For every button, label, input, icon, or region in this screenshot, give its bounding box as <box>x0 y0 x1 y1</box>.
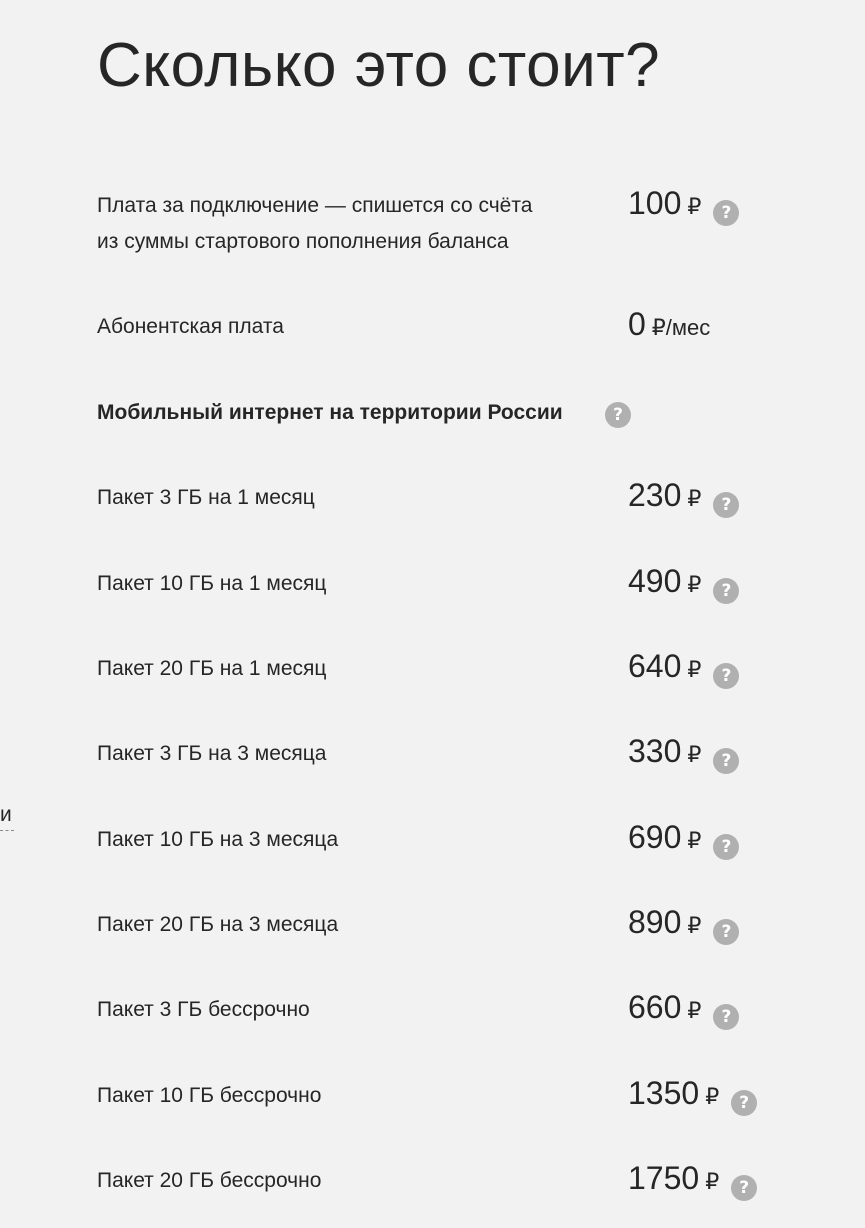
help-icon[interactable]: ? <box>713 663 739 689</box>
help-icon[interactable]: ? <box>605 402 631 428</box>
package-label: Пакет 3 ГБ на 1 месяц <box>97 486 315 509</box>
help-icon[interactable]: ? <box>713 919 739 945</box>
help-icon[interactable]: ? <box>713 834 739 860</box>
package-price <box>628 987 739 1031</box>
price-unit: ₽ <box>687 572 702 597</box>
help-icon[interactable]: ? <box>731 1175 757 1201</box>
price-amount: 100 <box>628 185 682 221</box>
package-price <box>628 475 739 519</box>
package-label: Пакет 20 ГБ на 1 месяц <box>97 657 327 680</box>
package-price <box>628 731 739 775</box>
connection-fee-label-line1: Плата за подключение — спишется со счёта <box>97 194 533 217</box>
package-price <box>628 646 739 690</box>
price-unit: ₽ <box>687 828 702 853</box>
package-price <box>628 561 739 605</box>
price-unit: ₽ <box>687 742 702 767</box>
price-amount: 690 <box>628 819 682 855</box>
price-amount: 1350 <box>628 1075 700 1111</box>
price-amount: 490 <box>628 563 682 599</box>
price-amount: 640 <box>628 648 682 684</box>
package-label: Пакет 20 ГБ на 3 месяца <box>97 913 339 936</box>
package-price <box>628 817 739 861</box>
price-amount: 1750 <box>628 1160 700 1196</box>
help-icon[interactable]: ? <box>713 748 739 774</box>
connection-fee-label-line2: из суммы стартового пополнения баланса <box>97 230 509 253</box>
price-unit: ₽ <box>687 657 702 682</box>
price-unit: ₽ <box>687 194 702 219</box>
price-unit: ₽ <box>705 1169 720 1194</box>
package-price <box>628 1073 757 1117</box>
internet-section-heading: Мобильный интернет на территории России <box>97 401 563 424</box>
help-icon[interactable]: ? <box>713 492 739 518</box>
price-amount: 0 <box>628 306 646 342</box>
price-amount: 330 <box>628 733 682 769</box>
package-label: Пакет 10 ГБ бессрочно <box>97 1084 322 1107</box>
package-label: Пакет 10 ГБ на 1 месяц <box>97 572 327 595</box>
package-label: Пакет 3 ГБ бессрочно <box>97 998 310 1021</box>
price-unit: ₽/мес <box>651 315 711 340</box>
page-title: Сколько это стоит? <box>97 31 661 100</box>
price-unit: ₽ <box>687 486 702 511</box>
package-label: Пакет 10 ГБ на 3 месяца <box>97 828 339 851</box>
package-price <box>628 1158 757 1202</box>
help-icon[interactable]: ? <box>713 578 739 604</box>
package-price <box>628 902 739 946</box>
price-amount: 660 <box>628 989 682 1025</box>
connection-fee-price <box>628 183 739 227</box>
price-amount: 890 <box>628 904 682 940</box>
price-amount: 230 <box>628 477 682 513</box>
package-label: Пакет 3 ГБ на 3 месяца <box>97 742 327 765</box>
connection-fee-label <box>97 188 597 260</box>
package-label: Пакет 20 ГБ бессрочно <box>97 1169 322 1192</box>
help-icon[interactable]: ? <box>713 200 739 226</box>
price-unit: ₽ <box>687 913 702 938</box>
subscription-fee-label: Абонентская плата <box>97 315 284 338</box>
price-unit: ₽ <box>687 998 702 1023</box>
help-icon[interactable]: ? <box>731 1090 757 1116</box>
offscreen-link-fragment[interactable]: и <box>0 800 14 831</box>
help-icon[interactable]: ? <box>713 1004 739 1030</box>
subscription-fee-price <box>628 304 710 348</box>
price-unit: ₽ <box>705 1084 720 1109</box>
